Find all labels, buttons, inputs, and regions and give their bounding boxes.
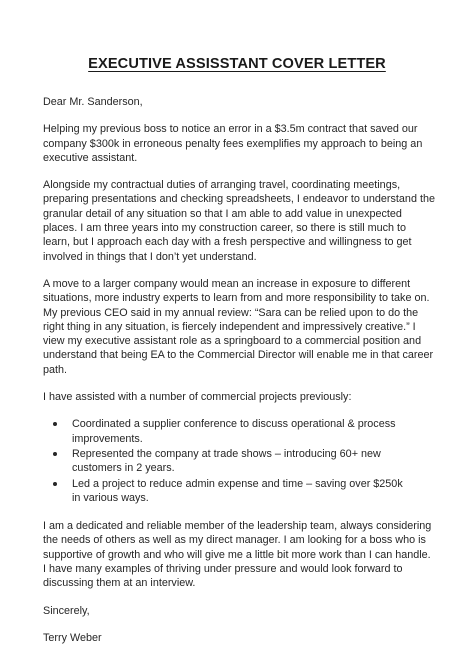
letter-body <box>43 95 435 658</box>
list-item <box>43 447 412 476</box>
paragraph-duties: Alongside my contractual duties of arranging travel, coordinating meetings, preparing presentations and checking spreadsheets, I endeavor to understand the granular detail of any situation so that I am able to add value in unexpected places. I am three years into my construction career, so there is still much to learn, but I approach each day with a fresh perspective and willingness to get involved in things that I don’t yet understand. <box>43 179 435 263</box>
signature-name: Terry Weber <box>43 631 102 644</box>
list-item-text: Coordinated a supplier conference to discuss operational & process improvements. <box>72 418 396 445</box>
signoff: Sincerely, <box>43 604 90 617</box>
bullet-icon <box>53 452 57 456</box>
bullet-icon <box>53 422 57 426</box>
list-item-text: Represented the company at trade shows – introducing 60+ new customers in 2 years. <box>72 447 381 475</box>
paragraph-motivation: A move to a larger company would mean an increase in exposure to different situations, more industry experts to learn from and more responsibility to take on. My previous CEO said in my annual review: “Sara can be relied upon to do the right thing in any situation, is fiercely independent and impressively creative.” I view my executive assistant role as a springboard to a commercial position and understand that being EA to the Commercial Director will enable me in that career path. <box>43 277 434 376</box>
list-item <box>43 417 412 446</box>
paragraph-projects-intro: I have assisted with a number of commercial projects previously: <box>43 391 352 404</box>
paragraph-closing: I am a dedicated and reliable member of the leadership team, always considering the needs of others as well as my direct manager. I am looking for a boss who is supportive of growth and who will give me a little bit more work than I can handle. I have many examples of thriving under pressure and would look forward to discussing them at an interview. <box>43 520 432 590</box>
list-item <box>43 477 412 506</box>
achievements-list <box>43 417 435 505</box>
document-title: EXECUTIVE ASSISSTANT COVER LETTER <box>88 56 386 72</box>
list-item-text: Led a project to reduce admin expense and time – saving over $250k in various ways. <box>72 477 403 504</box>
paragraph-intro: Helping my previous boss to notice an error in a $3.5m contract that saved our company $300k in erroneous penalty fees exemplifies my approach to being an executive assistant. <box>43 123 423 164</box>
bullet-icon <box>53 482 57 486</box>
salutation: Dear Mr. Sanderson, <box>43 96 143 108</box>
